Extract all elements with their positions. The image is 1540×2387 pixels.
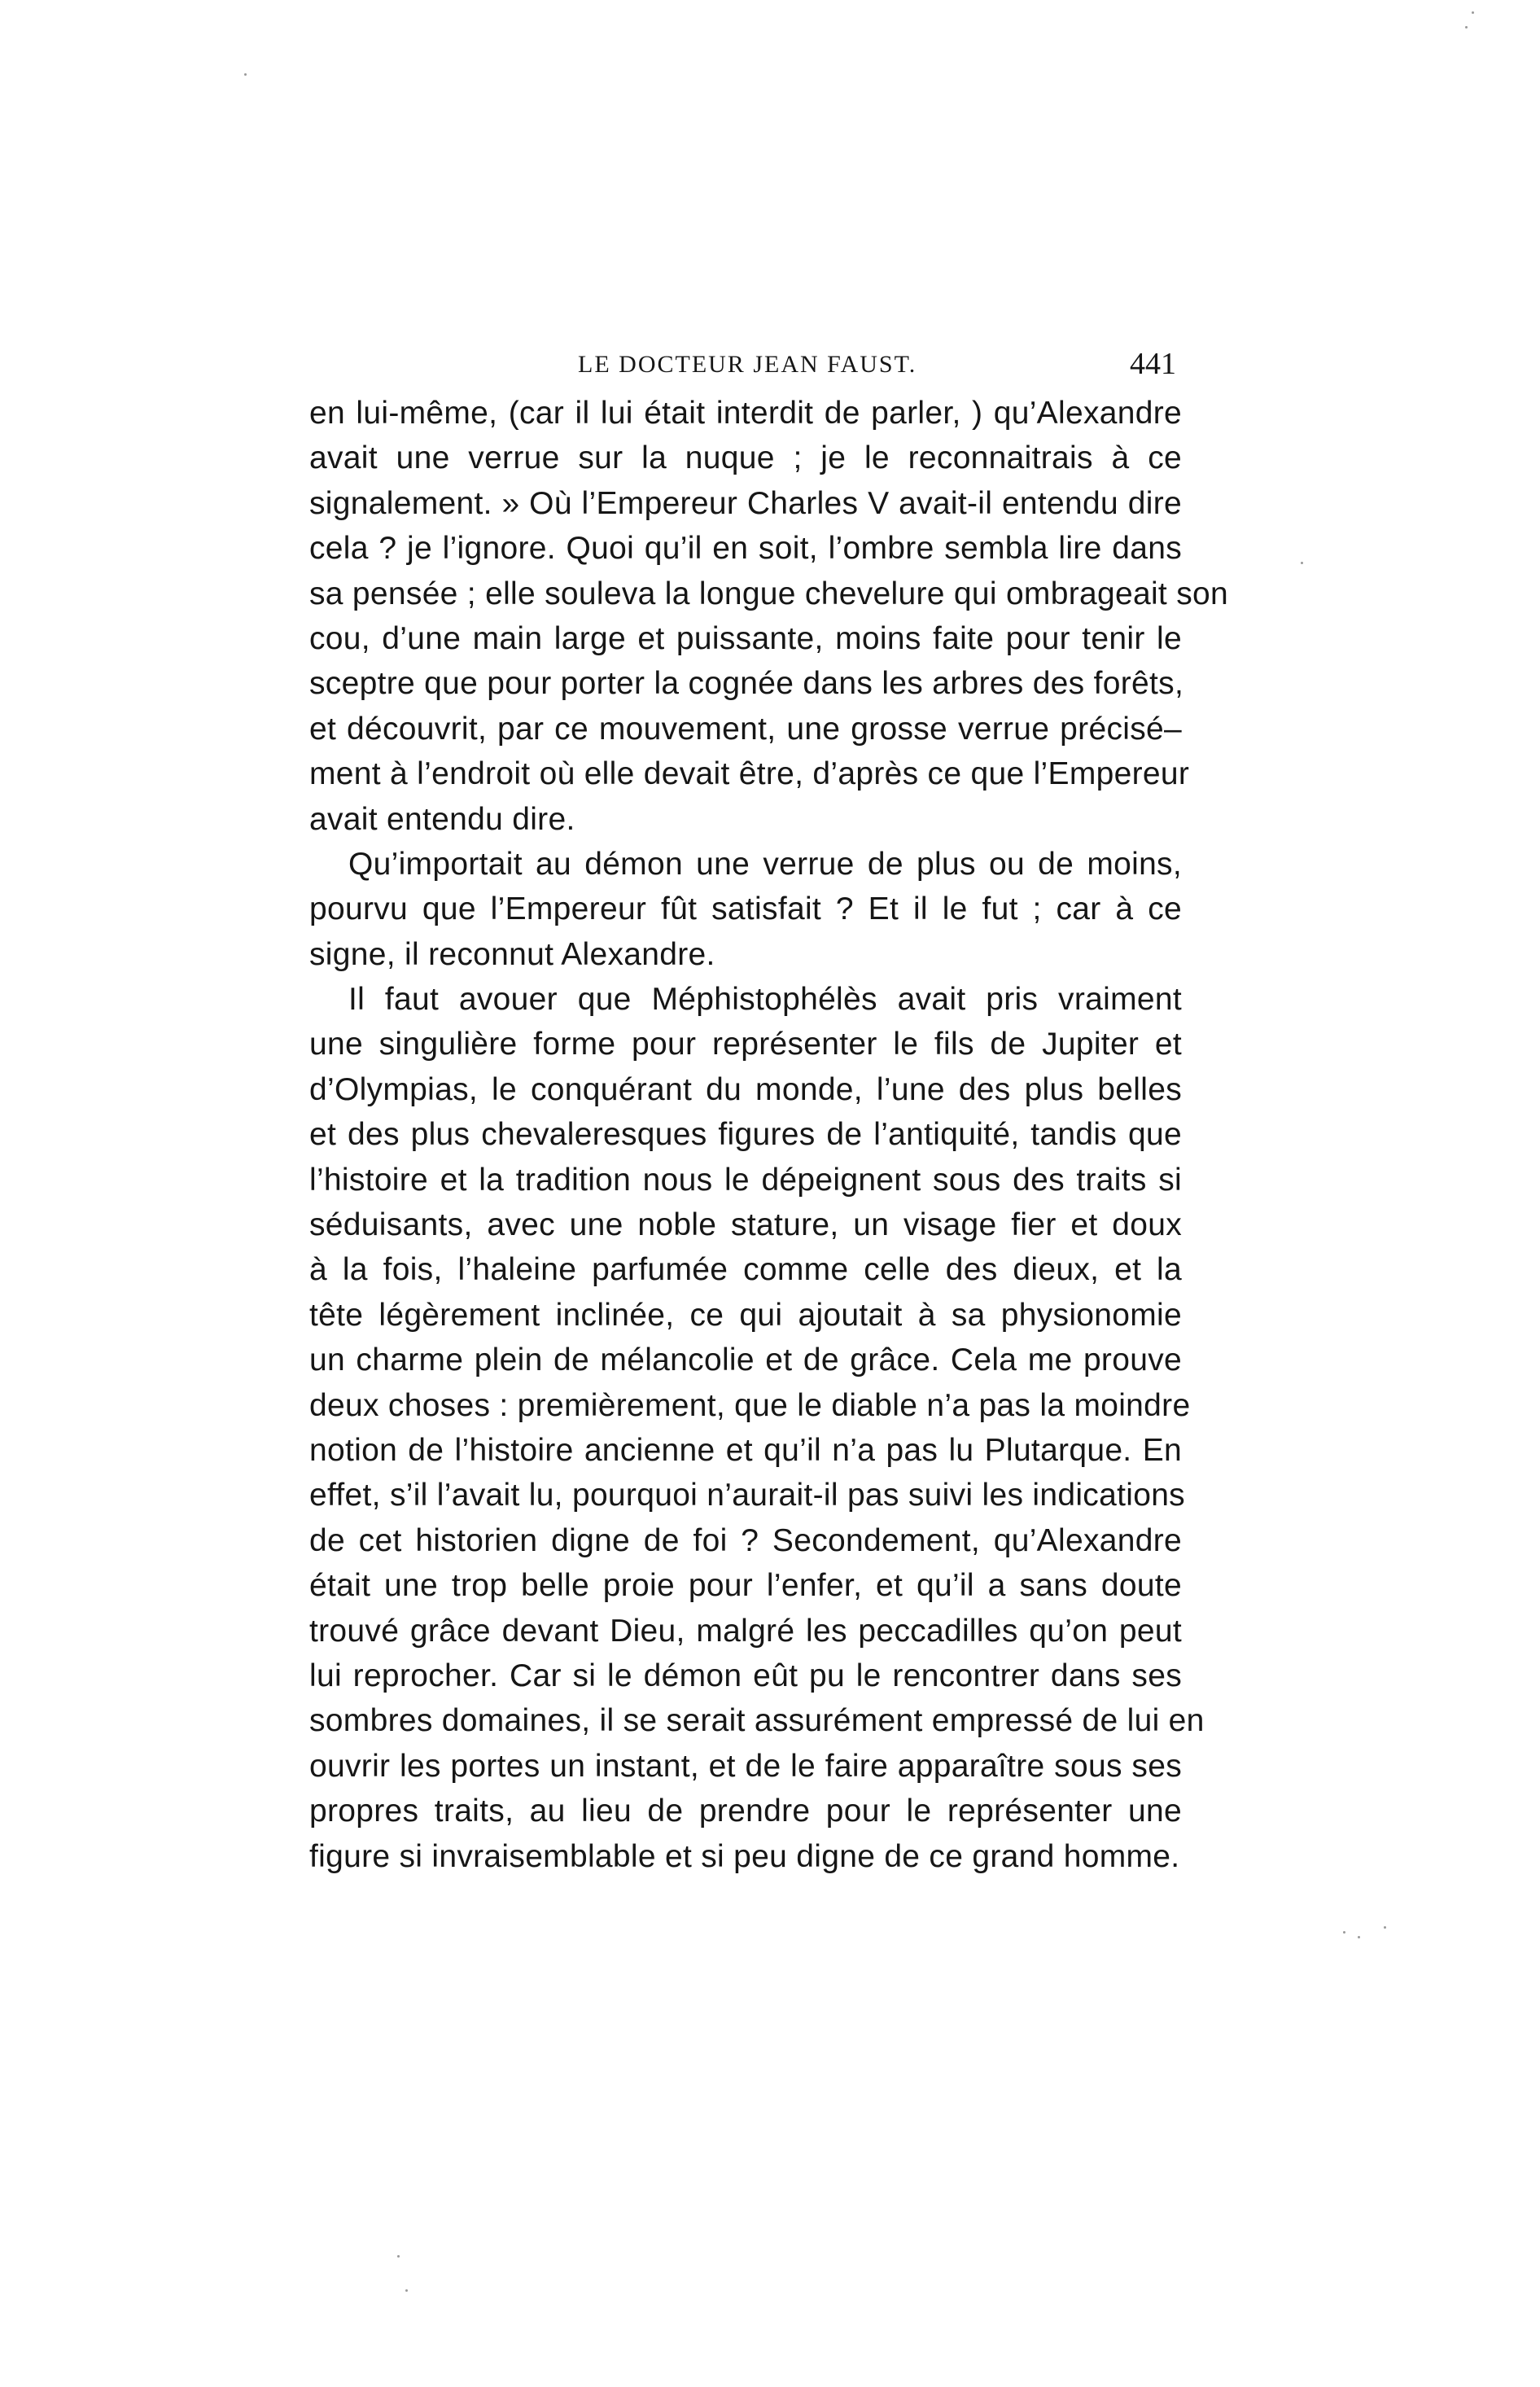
text-line: Il faut avouer que Méphistophélès avait pris vraiment [348,982,1182,1018]
text-line: ment à l’endroit où elle devait être, d’après ce que l’Empereur [309,756,1190,792]
text-line: lui reprocher. Car si le démon eût pu le rencontrer dans ses [309,1658,1182,1693]
page-number: 441 [1130,347,1176,381]
text-line: cou, d’une main large et puissante, moins faite pour tenir le [309,620,1182,656]
text-line: cela ? je l’ignore. Quoi qu’il en soit, l’ombre sembla lire dans [309,531,1182,567]
scan-speck [1384,1926,1386,1929]
text-line: une singulière forme pour représenter le fils de Jupiter et [309,1027,1182,1062]
running-head [309,346,1176,395]
text-line: Qu’importait au démon une verrue de plus ou de moins, [348,846,1182,882]
text-line: en lui-même, (car il lui était interdit de parler, ) qu’Alexandre [309,396,1182,431]
text-line: et découvrit, par ce mouvement, une grosse verrue précisé– [309,711,1182,747]
scan-speck [1465,26,1468,28]
scan-speck [397,2255,400,2258]
body-text [309,391,1228,1879]
text-line: propres traits, au lieu de prendre pour le représenter une [309,1794,1182,1829]
paragraph-1 [309,391,1228,842]
text-line: l’histoire et la tradition nous le dépeignent sous des traits si [309,1162,1182,1198]
text-line: et des plus chevaleresques figures de l’antiquité, tandis que [309,1117,1182,1153]
text-line: ouvrir les portes un instant, et de le faire apparaître sous ses [309,1748,1182,1784]
text-line: était une trop belle proie pour l’enfer, et qu’il a sans doute [309,1568,1182,1604]
text-line: deux choses : premièrement, que le diable n’a pas la moindre [309,1387,1191,1423]
paragraph-2 [309,842,1182,977]
text-line: sceptre que pour porter la cognée dans les arbres des forêts, [309,666,1184,702]
text-line: sombres domaines, il se serait assurément empressé de lui en [309,1703,1205,1739]
paragraph-3 [309,977,1205,1879]
text-line: avait entendu dire. [309,801,575,837]
text-line: de cet historien digne de foi ? Secondement, qu’Alexandre [309,1522,1182,1558]
text-line: à la fois, l’haleine parfumée comme celle des dieux, et la [309,1252,1182,1288]
text-line: figure si invraisemblable et si peu digne de ce grand homme. [309,1838,1180,1874]
running-title: LE DOCTEUR JEAN FAUST. [578,351,917,378]
text-line: pourvu que l’Empereur fût satisfait ? Et il le fut ; car à ce [309,891,1182,927]
scan-speck [1343,1931,1345,1934]
scan-speck [405,2289,408,2292]
text-line: tête légèrement inclinée, ce qui ajoutait à sa physionomie [309,1297,1182,1333]
text-line: notion de l’histoire ancienne et qu’il n’a pas lu Plutarque. En [309,1432,1182,1468]
scan-speck [244,73,247,76]
scan-speck [1358,1936,1360,1938]
text-line: signe, il reconnut Alexandre. [309,936,715,972]
text-line: d’Olympias, le conquérant du monde, l’une des plus belles [309,1071,1182,1107]
text-line: sa pensée ; elle souleva la longue chevelure qui ombrageait son [309,576,1228,611]
text-line: avait une verrue sur la nuque ; je le reconnaitrais à ce [309,440,1182,476]
scan-speck [1301,562,1303,564]
text-line: séduisants, avec une noble stature, un visage fier et doux [309,1207,1182,1243]
text-line: effet, s’il l’avait lu, pourquoi n’aurait-il pas suivi les indications [309,1478,1185,1513]
text-line: signalement. » Où l’Empereur Charles V avait-il entendu dire [309,485,1182,521]
scan-speck [1472,11,1474,14]
text-line: un charme plein de mélancolie et de grâce. Cela me prouve [309,1342,1182,1378]
text-line: trouvé grâce devant Dieu, malgré les peccadilles qu’on peut [309,1613,1182,1649]
